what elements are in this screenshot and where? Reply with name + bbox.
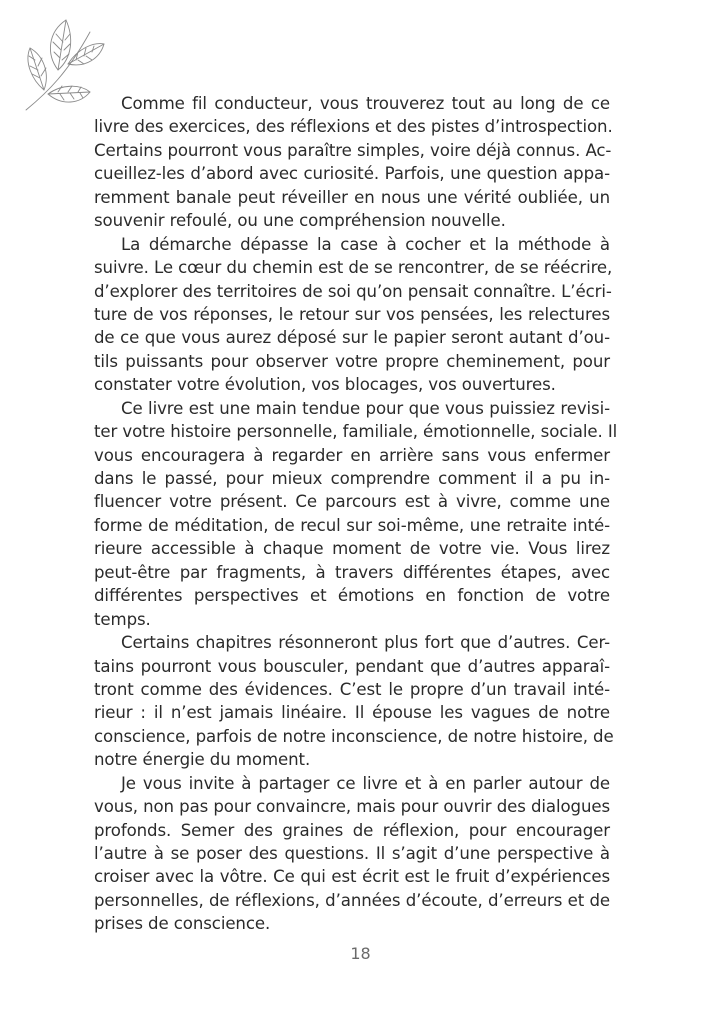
text-line: vous, non pas pour convaincre, mais pour ouvrir des dialogues (94, 797, 611, 817)
text-line: tront comme des évidences. C’est le propre d’un travail inté- (94, 679, 610, 699)
text-line: constater votre évolution, vos blocages, vos ouvertures. (94, 375, 556, 395)
text-line: Ce livre est une main tendue pour que vous puissiez revisi- (121, 398, 610, 418)
text-line: conscience, parfois de notre inconscience, de notre histoire, de (94, 726, 614, 746)
text-line: remment banale peut réveiller en nous une vérité oubliée, un (94, 187, 610, 207)
text-line: fluencer votre présent. Ce parcours est à vivre, comme une (94, 492, 610, 512)
body-text (94, 92, 618, 936)
text-line: Certains pourront vous paraître simples, voire déjà connus. Ac- (94, 140, 612, 160)
text-line: différentes perspectives et émotions en fonction de votre (94, 586, 610, 606)
text-line: profonds. Semer des graines de réflexion, pour encourager (94, 820, 610, 840)
text-line: La démarche dépasse la case à cocher et la méthode à (121, 234, 610, 254)
text-line: vous encouragera à regarder en arrière sans vous enfermer (94, 445, 610, 465)
text-line: ture de vos réponses, le retour sur vos pensées, les relectures (94, 304, 610, 324)
text-line: rieure accessible à chaque moment de votre vie. Vous lirez (94, 539, 610, 559)
text-line: suivre. Le cœur du chemin est de se rencontrer, de se réécrire, (94, 258, 613, 278)
text-line: temps. (94, 609, 151, 629)
text-line: rieur : il n’est jamais linéaire. Il épouse les vagues de notre (94, 703, 610, 723)
text-line: prises de conscience. (94, 914, 271, 934)
text-line: notre énergie du moment. (94, 750, 311, 770)
text-line: tils puissants pour observer votre propre cheminement, pour (94, 351, 610, 371)
text-line: d’explorer des territoires de soi qu’on pensait connaître. L’écri- (94, 281, 612, 301)
text-line: Je vous invite à partager ce livre et à en parler autour de (121, 773, 610, 793)
leaf-branch-icon (18, 14, 106, 114)
text-line: dans le passé, pour mieux comprendre comment il a pu in- (94, 469, 610, 488)
text-line: forme de méditation, de recul sur soi-même, une retraite inté- (94, 515, 610, 535)
text-line: Comme fil conducteur, vous trouverez tout au long de ce (121, 94, 610, 113)
text-line: tains pourront vous bousculer, pendant que d’autres apparaî- (94, 656, 610, 676)
text-line: croiser avec la vôtre. Ce qui est écrit est le fruit d’expériences (94, 867, 610, 887)
text-line: Certains chapitres résonneront plus fort que d’autres. Cer- (121, 633, 610, 653)
text-line: l’autre à se poser des questions. Il s’agit d’une perspective à (94, 844, 610, 863)
text-line: souvenir refoulé, ou une compréhension nouvelle. (94, 211, 506, 231)
text-line: de ce que vous aurez déposé sur le papier seront autant d’ou- (94, 328, 610, 348)
text-line: ter votre histoire personnelle, familiale, émotionnelle, sociale. Il (94, 422, 618, 442)
text-line: personnelles, de réflexions, d’années d’écoute, d’erreurs et de (94, 890, 610, 910)
page-number: 18 (350, 944, 371, 963)
text-line: peut-être par fragments, à travers différentes étapes, avec (94, 562, 610, 582)
text-line: cueillez-les d’abord avec curiosité. Parfois, une question appa- (94, 164, 610, 184)
text-line: livre des exercices, des réflexions et des pistes d’introspection. (94, 117, 613, 137)
